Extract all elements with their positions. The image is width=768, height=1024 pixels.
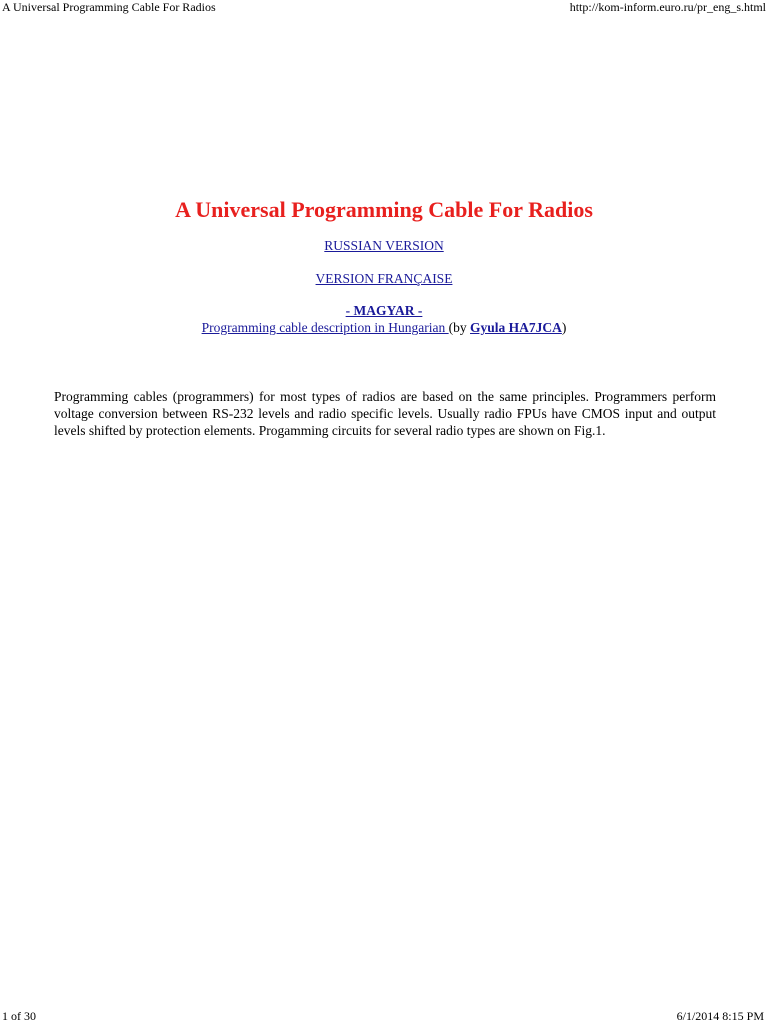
author-link[interactable]: Gyula HA7JCA: [470, 320, 562, 335]
header-url: http://kom-inform.euro.ru/pr_eng_s.html: [569, 0, 766, 14]
hungarian-description-link[interactable]: Programming cable description in Hungarian: [201, 320, 449, 335]
by-close-text: ): [561, 320, 567, 335]
hungarian-description-row: [0, 320, 768, 336]
print-footer: [0, 1009, 768, 1024]
header-page-title: A Universal Programming Cable For Radios: [2, 0, 216, 14]
by-open-text: (by: [448, 320, 471, 335]
magyar-link[interactable]: - MAGYAR -: [345, 303, 423, 318]
footer-timestamp: 6/1/2014 8:15 PM: [676, 1009, 764, 1023]
french-version-link[interactable]: VERSION FRANÇAISE: [315, 271, 453, 286]
magyar-row: [0, 303, 768, 319]
french-version-row: [0, 271, 768, 287]
russian-version-row: [0, 238, 768, 254]
intro-paragraph: Programming cables (programmers) for most types of radios are based on the same principles. Programmers perform voltage conversion between RS-232 levels and radio specific levels. Usually radio FPUs have CMOS input and output levels shifted by protection elements. Progamming circuits for several radio types are shown on Fig.1.: [54, 389, 716, 438]
document-title: A Universal Programming Cable For Radios: [175, 197, 593, 222]
russian-version-link[interactable]: RUSSIAN VERSION: [324, 238, 444, 253]
footer-page-number: 1 of 30: [2, 1009, 36, 1023]
print-header: [0, 0, 768, 16]
